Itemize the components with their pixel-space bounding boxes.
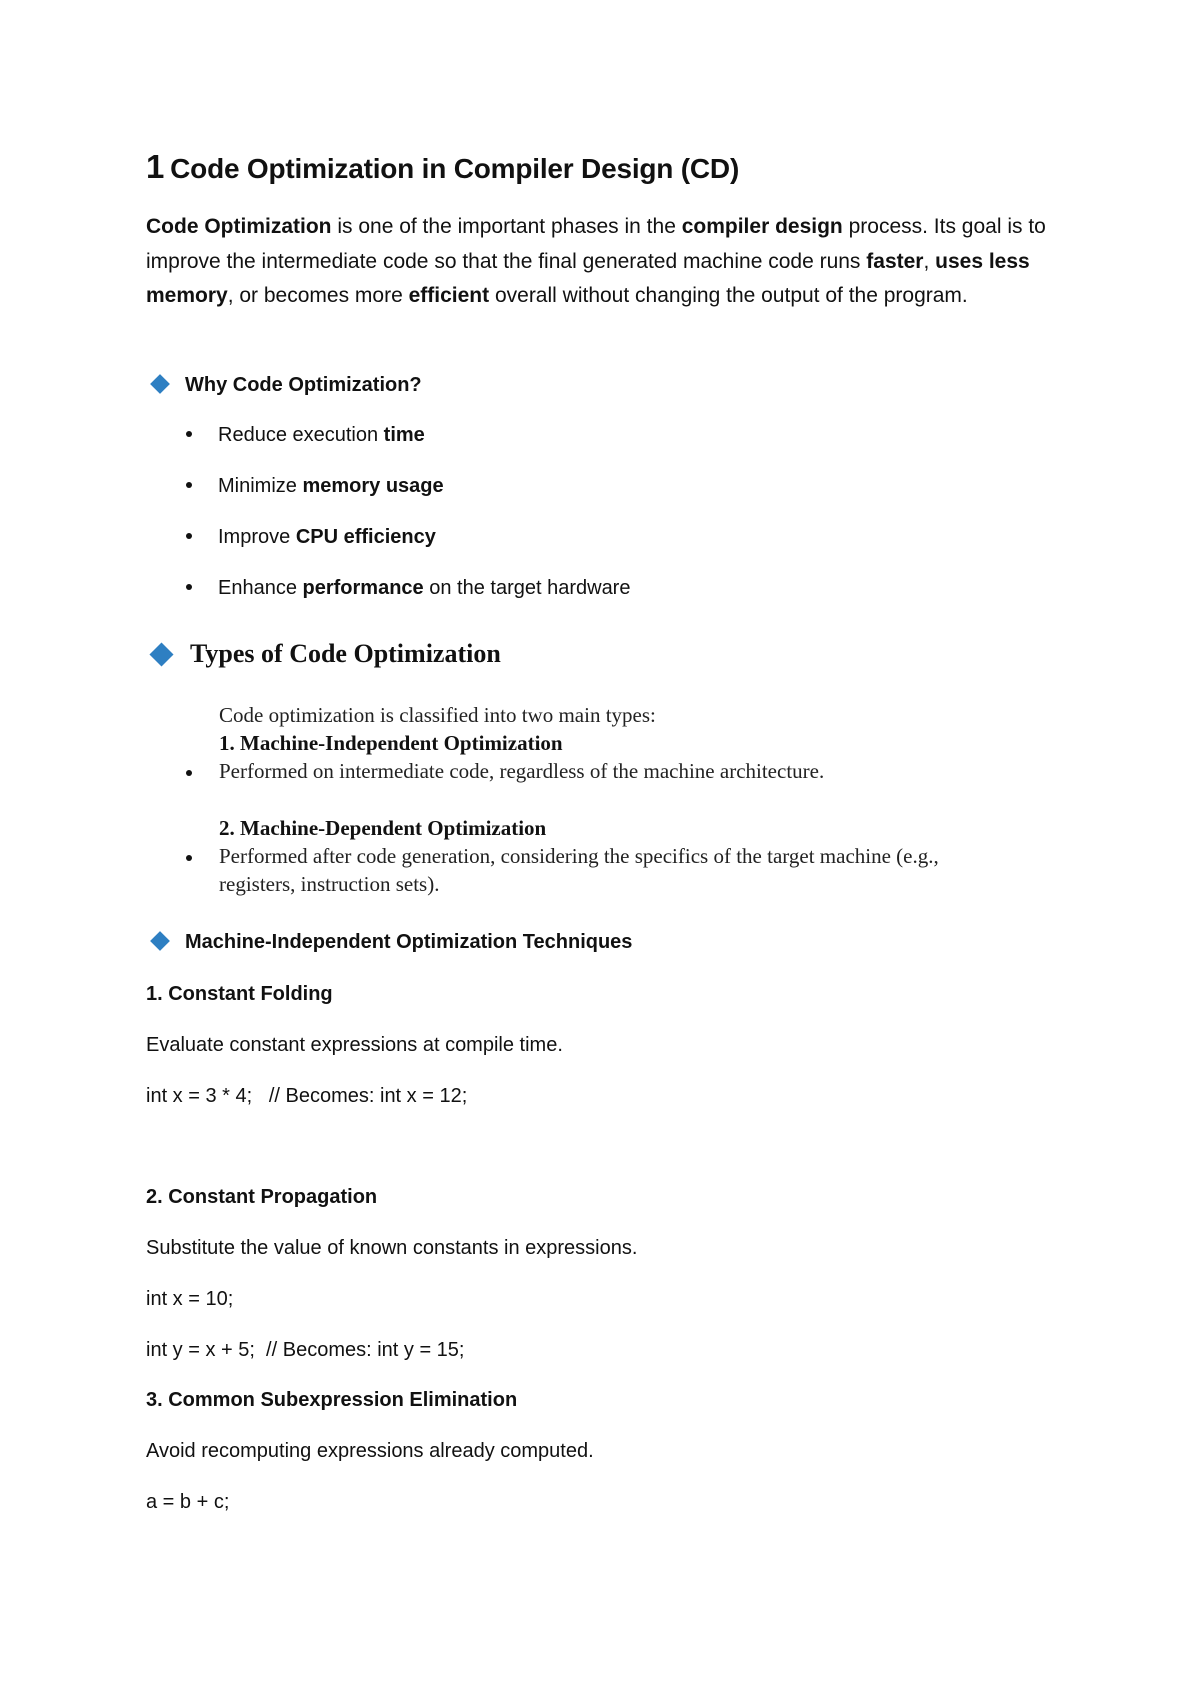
bullet-dot-icon: [186, 482, 192, 488]
constant-propagation-description: Substitute the value of known constants in expressions.: [146, 1237, 638, 1259]
types-heading: [153, 639, 501, 669]
list-item-bold: time: [383, 424, 425, 446]
types-intro: Code optimization is classified into two main types:: [219, 703, 656, 727]
diamond-bullet-icon: [150, 931, 170, 951]
bullet-dot-icon: [186, 533, 192, 539]
intro-bold-code-optimization: Code Optimization: [146, 215, 332, 238]
bullet-dot-icon: [186, 855, 192, 861]
cse-code: a = b + c;: [146, 1491, 230, 1513]
bullet-dot-icon: [186, 584, 192, 590]
list-item: [186, 424, 425, 447]
intro-bold-compiler-design: compiler design: [681, 215, 843, 238]
constant-folding-description: Evaluate constant expressions at compile time.: [146, 1034, 563, 1056]
intro-text: is one of the important phases in the: [331, 215, 682, 238]
list-item-bold: performance: [302, 577, 424, 599]
intro-text: process. Its goal is to improve the intermediate code so that the final generated machine code runs: [146, 215, 1046, 273]
list-item: [186, 526, 436, 549]
type-2-title: 2. Machine-Dependent Optimization: [219, 816, 547, 840]
techniques-heading-text: Machine-Independent Optimization Techniques: [185, 931, 633, 953]
list-item: [186, 577, 630, 600]
list-item-text: Improve: [218, 526, 296, 548]
cse-description: Avoid recomputing expressions already computed.: [146, 1440, 594, 1462]
diamond-bullet-icon: [150, 374, 170, 394]
list-item-text: Reduce execution: [218, 424, 384, 446]
page-title: [146, 148, 739, 186]
intro-text: , or becomes more: [227, 284, 409, 307]
intro-bold-uses-less-memory: uses less memory: [146, 249, 1030, 307]
intro-text: overall without changing the output of the program.: [489, 284, 968, 307]
list-item-bold: CPU efficiency: [295, 526, 436, 548]
intro-paragraph: [146, 210, 1066, 314]
intro-bold-efficient: efficient: [408, 284, 490, 307]
why-heading-text: Why Code Optimization?: [185, 374, 422, 396]
type-1-description: Performed on intermediate code, regardless of the machine architecture.: [219, 759, 825, 783]
list-item-text: on the target hardware: [423, 577, 631, 599]
cse-title: 3. Common Subexpression Elimination: [146, 1389, 518, 1411]
why-heading: [153, 374, 422, 397]
list-item-bold: memory usage: [302, 475, 444, 497]
constant-folding-title: 1. Constant Folding: [146, 983, 333, 1005]
diamond-bullet-icon: [149, 642, 173, 666]
bullet-dot-icon: [186, 770, 192, 776]
bullet-dot-icon: [186, 431, 192, 437]
title-text: Code Optimization in Compiler Design (CD): [170, 153, 740, 184]
types-heading-text: Types of Code Optimization: [190, 639, 501, 668]
list-item-text: Enhance: [218, 577, 303, 599]
constant-propagation-code-2: int y = x + 5; // Becomes: int y = 15;: [146, 1339, 465, 1361]
list-item-text: Minimize: [218, 475, 303, 497]
constant-propagation-title: 2. Constant Propagation: [146, 1186, 378, 1208]
techniques-heading: [153, 931, 632, 954]
type-2-description-line-2: registers, instruction sets).: [219, 872, 440, 896]
list-item: [186, 475, 444, 498]
title-number: 1: [146, 148, 165, 185]
intro-bold-faster: faster: [866, 249, 924, 273]
type-2-description-line-1: Performed after code generation, considering the specifics of the target machine (e.g.,: [219, 844, 939, 868]
constant-propagation-code-1: int x = 10;: [146, 1288, 234, 1310]
constant-folding-code: int x = 3 * 4; // Becomes: int x = 12;: [146, 1085, 468, 1107]
type-1-title: 1. Machine-Independent Optimization: [219, 731, 563, 755]
intro-text: ,: [923, 249, 936, 273]
